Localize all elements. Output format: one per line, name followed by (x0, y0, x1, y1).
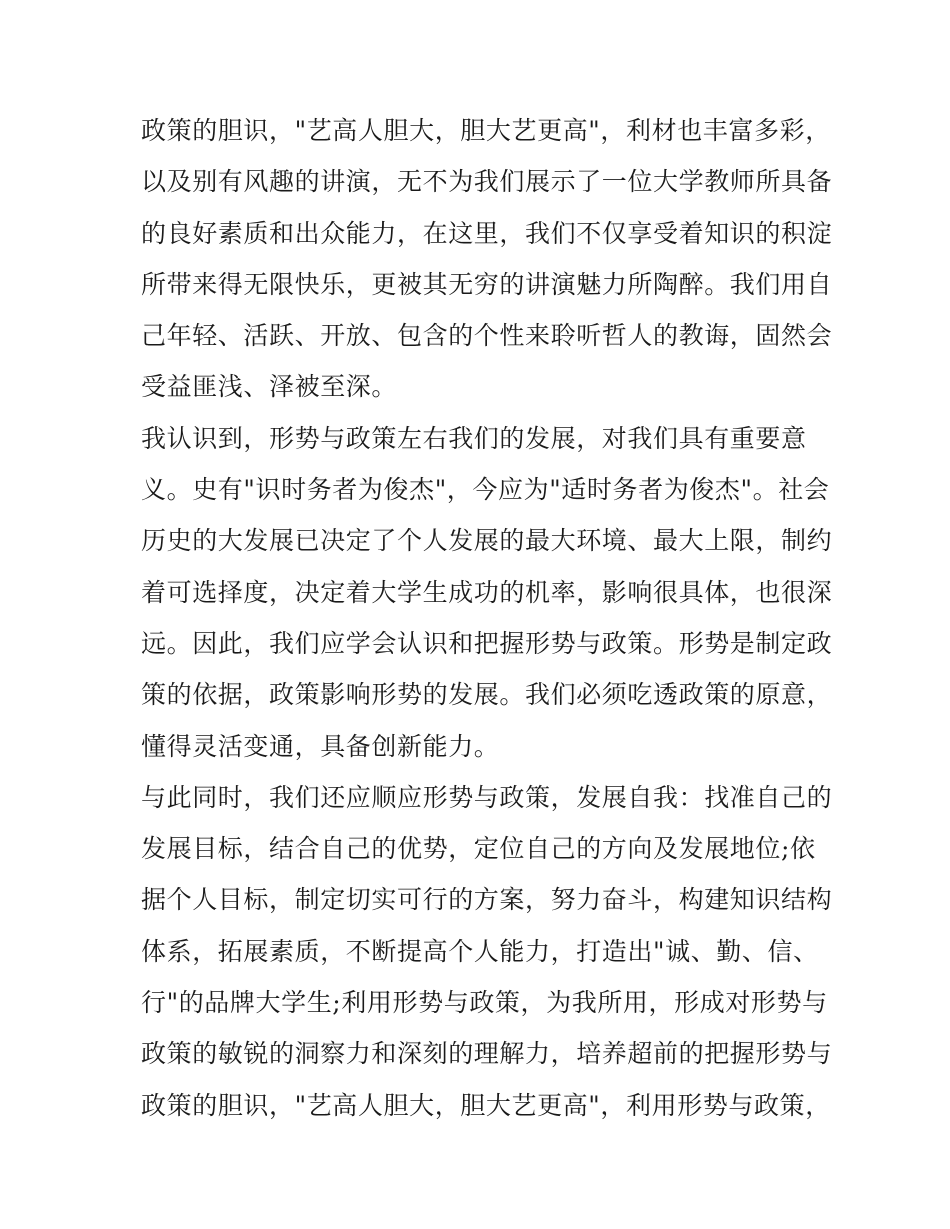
text-line: 行"的品牌大学生;利用形势与政策，为我所用，形成对形势与 (141, 988, 828, 1018)
text-line: 远。因此，我们应学会认识和把握形势与政策。形势是制定政 (141, 628, 833, 658)
text-line: 的良好素质和出众能力，在这里，我们不仅享受着知识的积淀 (141, 218, 833, 248)
text-line: 政策的胆识，"艺高人胆大，胆大艺更高"，利用形势与政策， (141, 1090, 831, 1120)
paragraph-2 (141, 413, 833, 772)
text-line: 体系，拓展素质，不断提高个人能力，打造出"诚、勤、信、 (141, 936, 819, 966)
text-line: 策的依据，政策影响形势的发展。我们必须吃透政策的原意， (141, 680, 833, 710)
text-line: 与此同时，我们还应顺应形势与政策，发展自我：找准自己的 (141, 782, 833, 812)
text-line: 己年轻、活跃、开放、包含的个性来聆听哲人的教诲，固然会 (141, 321, 833, 351)
text-line: 我认识到，形势与政策左右我们的发展，对我们具有重要意 (141, 423, 807, 453)
text-line: 政策的胆识，"艺高人胆大，胆大艺更高"，利材也丰富多彩， (141, 116, 831, 145)
text-line: 以及别有风趣的讲演，无不为我们展示了一位大学教师所具备 (141, 167, 833, 197)
text-line: 发展目标，结合自己的优势，定位自己的方向及发展地位;依 (141, 834, 816, 864)
text-line: 据个人目标，制定切实可行的方案，努力奋斗，构建知识结构 (141, 885, 833, 915)
text-line: 所带来得无限快乐，更被其无穷的讲演魅力所陶醉。我们用自 (141, 269, 833, 299)
text-line: 历史的大发展已决定了个人发展的最大环境、最大上限，制约 (141, 526, 833, 556)
text-line: 政策的敏锐的洞察力和深刻的理解力，培养超前的把握形势与 (141, 1039, 833, 1069)
paragraph-3 (141, 772, 833, 1131)
text-line: 义。史有"识时务者为俊杰"，今应为"适时务者为俊杰"。社会 (141, 475, 830, 505)
document-body (141, 105, 833, 1131)
paragraph-1 (141, 105, 833, 413)
text-line: 懂得灵活变通，具备创新能力。 (141, 731, 500, 761)
text-line: 受益匪浅、泽被至深。 (141, 372, 398, 402)
text-line: 着可选择度，决定着大学生成功的机率，影响很具体，也很深 (141, 577, 833, 607)
